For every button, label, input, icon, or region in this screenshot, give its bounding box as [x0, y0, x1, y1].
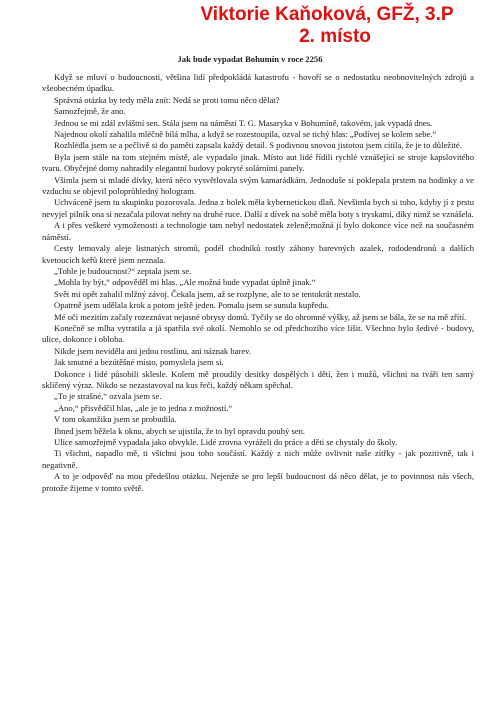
paragraph: Uchváceně jsem tu skupinku pozorovala. Jedna z holek měla kybernetickou dlaň. Nevšimla bych si toho, kdyby jí z prstu nevyjel pilník ona si nezačala pilovat nehty na druhé ruce. Další z dívek na sobě měla boty s tryskami, díky nimž se vznášela. — [42, 197, 474, 219]
paragraph: Cesty lemovaly aleje listnatých stromů, podél chodníků rostly záhony barevných azalek, rododendronů a dalších kvetoucích keřů které jsem neznala. — [42, 243, 474, 265]
paragraph: „To je strašné,“ ozvala jsem se. — [54, 391, 162, 402]
paragraph: A i přes veškeré vymoženosti a technologie tam nebyl nedostatek zeleně;možná jí bylo dokonce více než na současném náměstí. — [42, 220, 474, 242]
paragraph: Mé oči mezitím začaly rozeznávat nejasné obrysy domů. Tyčily se do ohromné výšky, až jsem se bála, že se na mě zřítí. — [54, 311, 467, 322]
essay-body — [42, 72, 474, 494]
handwritten-header — [162, 4, 492, 48]
paragraph: Ulice samozřejmě vypadala jako obvykle. Lidé zrovna vyráželi do práce a děti se chystaly do školy. — [54, 437, 398, 447]
place-line: 2. místo — [299, 26, 371, 47]
paragraph: Nikde jsem neviděla ani jednu rostlinu, ani náznak barev. — [54, 345, 252, 356]
paragraph: Svět mi opět zahalil mlžný závoj. Čekala jsem, až se rozplyne, ale to se tentokrát nestalo. — [54, 288, 361, 299]
paragraph: Ti všichni, napadlo mě, ti všichni jsou toho součástí. Každý z nich může ovlivnit naše zítřky - jak pozitivně, tak i negativně. — [42, 448, 474, 470]
paragraph: Dokonce i lidé působili sklesle. Kolem mě proudily desítky dospělých i dětí, žen i mužů, všichni na tváři ten samý sklíčený výraz. Nikdo se nezastavoval na kus řeči, každý někam spěchal. — [42, 368, 474, 390]
paragraph: Správná otázka by tedy měla znít: Nedá se proti tomu něco dělat? — [54, 94, 280, 105]
paragraph: A to je odpověď na mou předešlou otázku. Nejenže se pro lepší budoucnost dá něco dělat, je to povinnost nás všech, protože žijeme v tomto světě. — [42, 471, 474, 493]
author-line: Viktorie Kaňoková, GFŽ, 3.P — [200, 4, 454, 25]
paragraph: Když se mluví o budoucnosti, většina lidí předpokládá katastrofu - hovoří se o nedostatku neobnovitelných zdrojů a všeobecném úpadku. — [42, 72, 474, 94]
paragraph: Jednou se mi zdál zvláštní sen. Stála jsem na náměstí T. G. Masaryka v Bohumíně, takovém, jak vypadá dnes. — [54, 117, 433, 128]
paragraph: Rozhlédla jsem se a pečlivě si do paměti zapsala každý detail. S podivnou snovou jistotou jsem cítila, že je to důležité. — [54, 140, 462, 151]
paragraph: „Mohla by být,“ odpověděl mi hlas. „Ale možná bude vypadat úplně jinak.“ — [54, 277, 316, 288]
paragraph: V tom okamžiku jsem se probudila. — [54, 414, 177, 425]
paragraph: Konečně se mlha vytratila a já spatřila své okolí. Nemohlo se od předchozího více lišit. Všechno bylo šedivé - budovy, ulice, dokonce i obloha. — [42, 322, 474, 345]
paragraph: „Tohle je budoucnost?“ zeptala jsem se. — [54, 265, 192, 276]
essay-title: Jak bude vypadat Bohumín v roce 2256 — [177, 54, 323, 64]
paragraph: Samozřejmě, že ano. — [54, 106, 126, 117]
paragraph: Najednou okolí zahalila mléčně bílá mlha, a když se rozestoupila, ozval se tichý hlas: „Podívej se kolem sebe.“ — [54, 129, 437, 140]
paragraph: Jak smutné a bezútěšné místo, pomyslela jsem si. — [54, 357, 224, 368]
paragraph: Opatrně jsem udělala krok a potom ještě jeden. Pomalu jsem se sunula kupředu. — [54, 300, 329, 311]
paragraph: Všimla jsem si mladé dívky, která něco vysvětlovala svým kamarádkám. Jednoduše si poklepala prstem na hodinky a ve vzduchu se objevil poloprůhledný hologram. — [42, 174, 474, 197]
paragraph: Byla jsem stále na tom stejném místě, ale vypadalo jinak. Místo aut lidé řídili rychlé vznášející se stroje kapslovitého tvaru. Obyčejné domy nahradily elegantní budovy pokryté solárními panely. — [42, 151, 474, 174]
paragraph: „Ano,“ přisvědčil hlas, „ale je to jedna z možností.“ — [54, 402, 233, 413]
paragraph: Ihned jsem běžela k oknu, abych se ujistila, že to byl opravdu pouhý sen. — [54, 425, 306, 436]
